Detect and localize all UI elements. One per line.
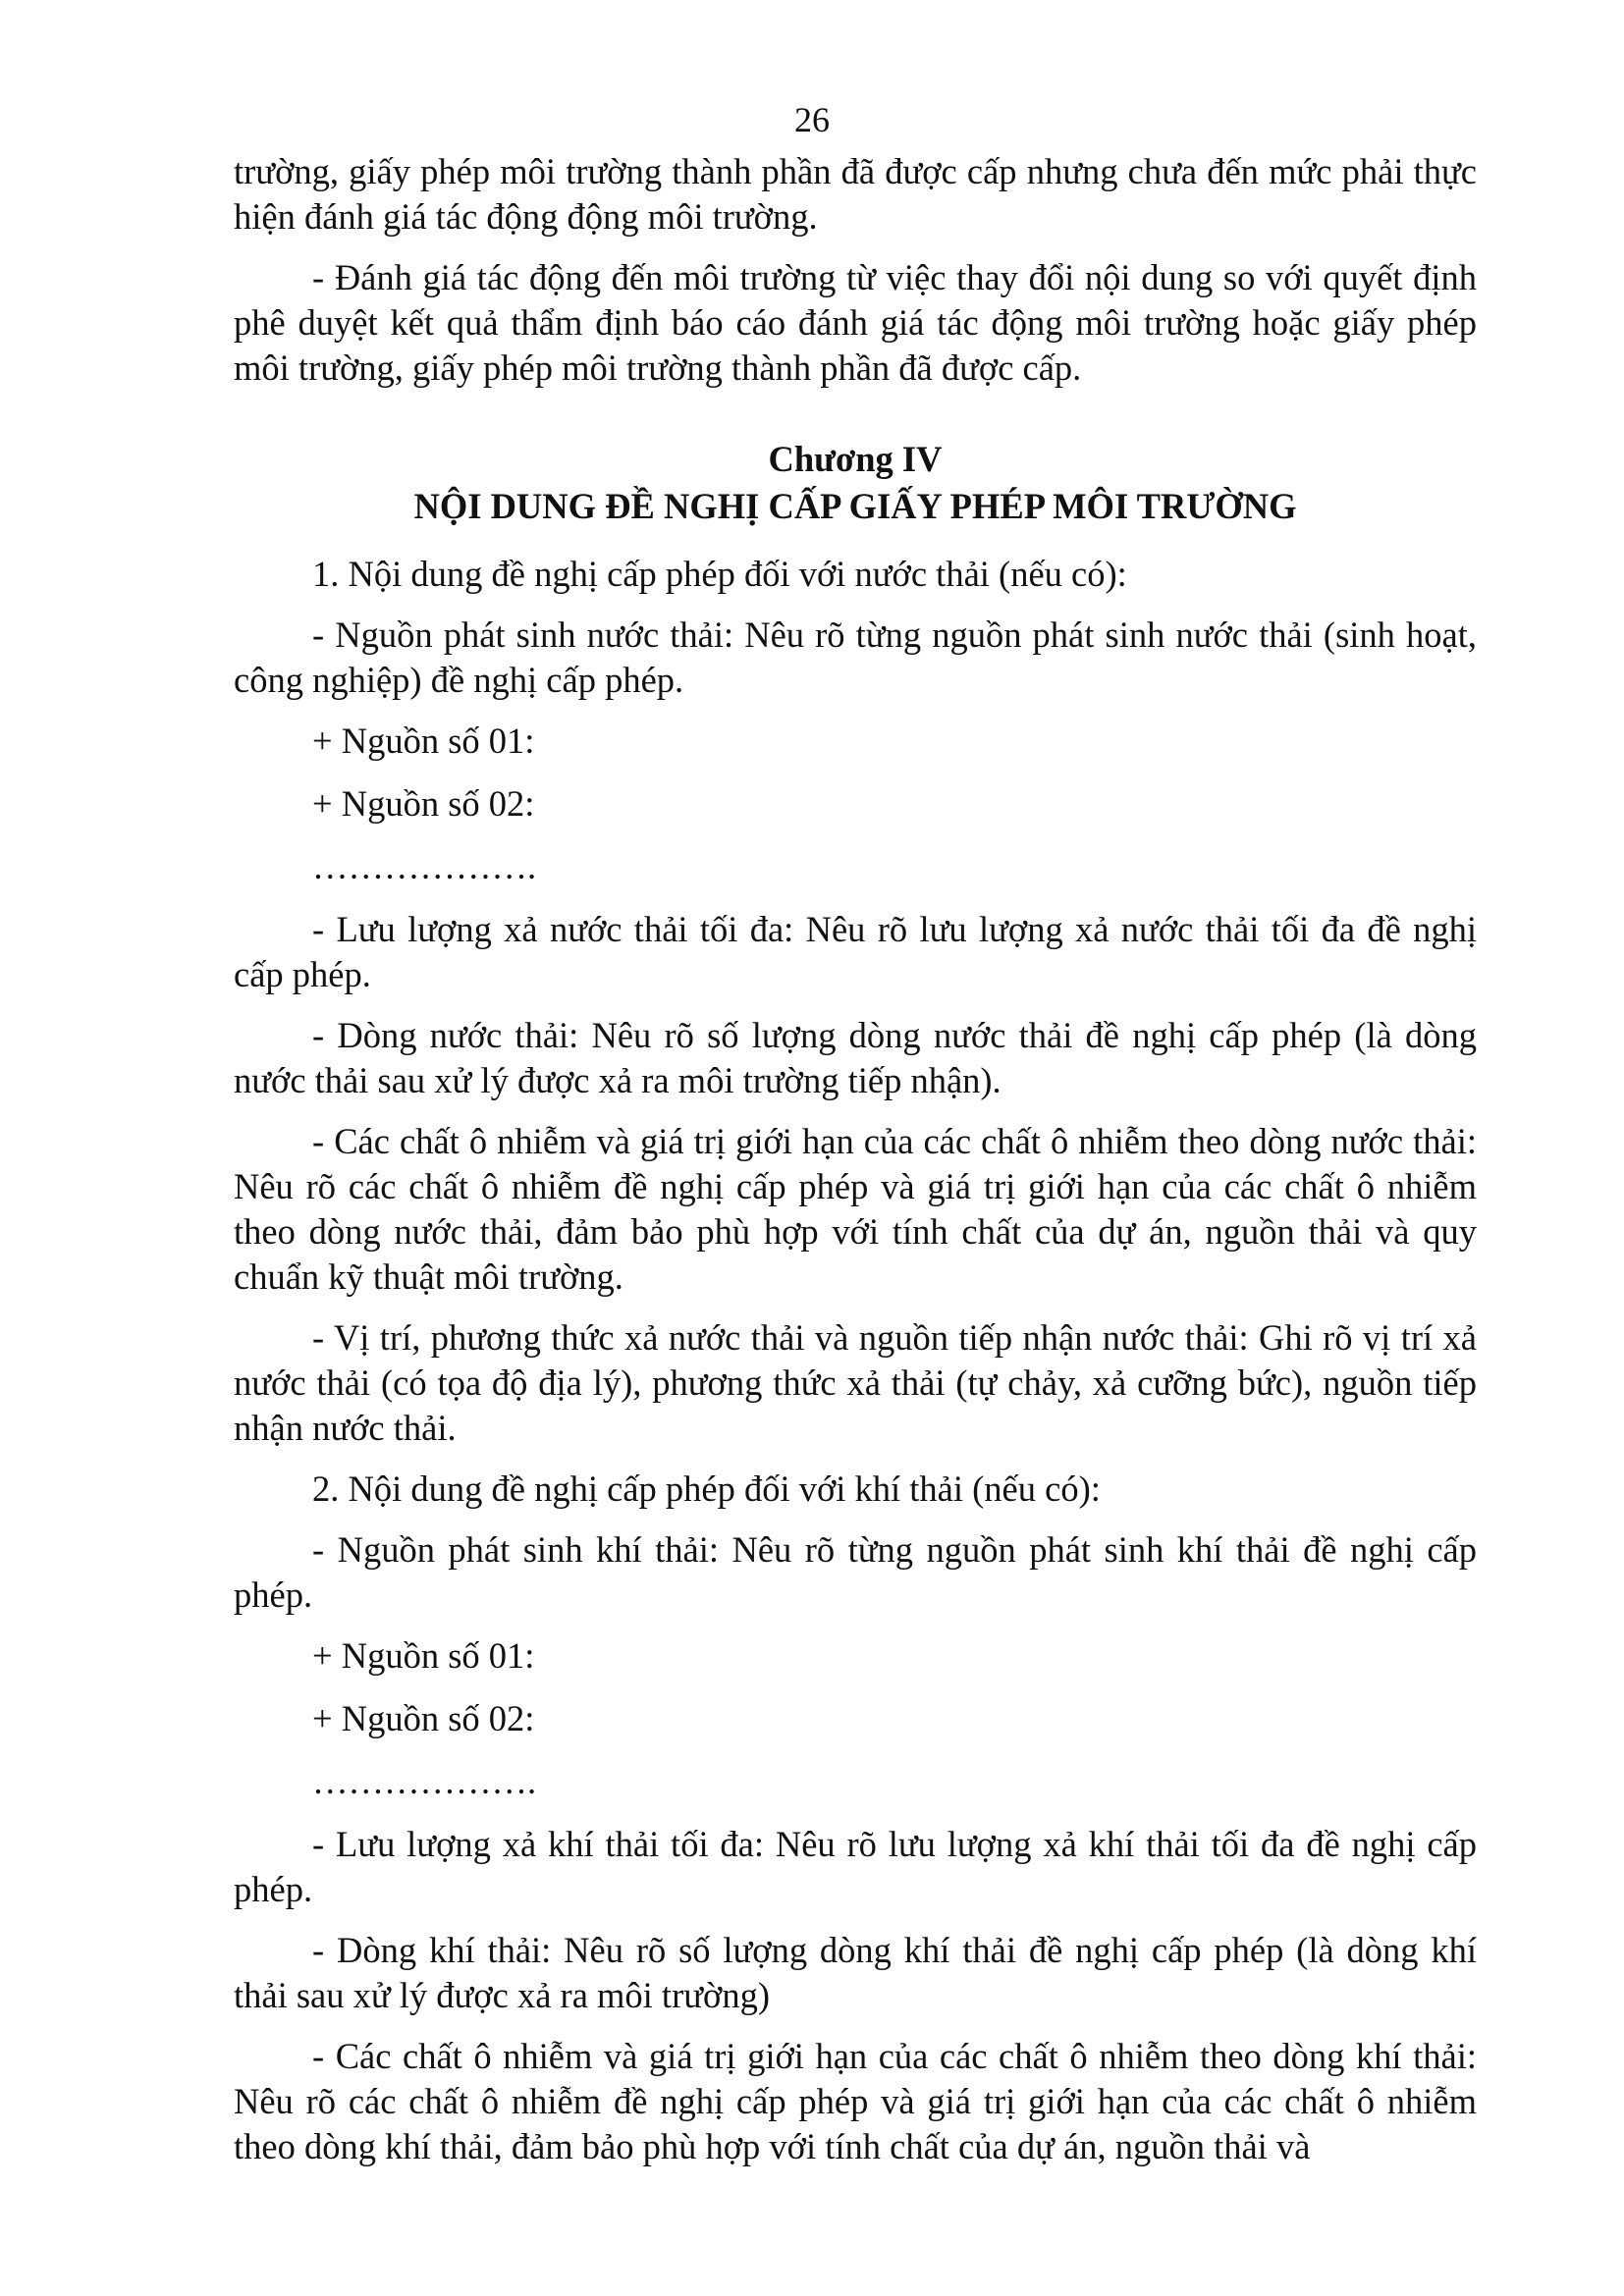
wastewater-flow-paragraph: - Lưu lượng xả nước thải tối đa: Nêu rõ lưu lượng xả nước thải tối đa đề nghị cấp phép. (234, 909, 1477, 994)
section-2-heading: 2. Nội dung đề nghị cấp phép đối với khí thải (nếu có): (312, 1468, 1101, 1509)
exhaust-source-2: + Nguồn số 02: (312, 1698, 535, 1738)
wastewater-source-2: + Nguồn số 02: (312, 783, 535, 824)
exhaust-source-1: + Nguồn số 01: (312, 1635, 535, 1676)
exhaust-source-ellipsis: ………………. (312, 1761, 537, 1801)
assessment-paragraph: - Đánh giá tác động đến môi trường từ việc thay đổi nội dung so với quyết định phê duyệt kết quả thẩm định báo cáo đánh giá tác động môi trường hoặc giấy phép môi trường, giấy phép môi trường thành phần đã được cấp. (234, 257, 1477, 388)
exhaust-flow-paragraph: - Lưu lượng xả khí thải tối đa: Nêu rõ lưu lượng xả khí thải tối đa đề nghị cấp phép. (234, 1824, 1477, 1909)
chapter-heading (234, 436, 1477, 530)
wastewater-source-ellipsis: ………………. (312, 846, 537, 886)
exhaust-source-paragraph: - Nguồn phát sinh khí thải: Nêu rõ từng nguồn phát sinh khí thải đề nghị cấp phép. (234, 1529, 1477, 1615)
exhaust-pollutants-paragraph: - Các chất ô nhiễm và giá trị giới hạn của các chất ô nhiễm theo dòng khí thải: Nêu rõ các chất ô nhiễm đề nghị cấp phép và giá trị giới hạn của các chất ô nhiễm theo dòng khí thải, đảm bảo phù hợp với tính chất của dự án, nguồn thải và (234, 2036, 1477, 2166)
page-number: 26 (794, 100, 830, 139)
wastewater-source-paragraph: - Nguồn phát sinh nước thải: Nêu rõ từng nguồn phát sinh nước thải (sinh hoạt, công nghiệp) đề nghị cấp phép. (234, 614, 1477, 700)
wastewater-stream-paragraph: - Dòng nước thải: Nêu rõ số lượng dòng nước thải đề nghị cấp phép (là dòng nước thải sau xử lý được xả ra môi trường tiếp nhận). (234, 1015, 1477, 1100)
document-body (234, 149, 1477, 2185)
wastewater-source-1: + Nguồn số 01: (312, 721, 535, 761)
continuation-paragraph: trường, giấy phép môi trường thành phần đã được cấp nhưng chưa đến mức phải thực hiện đánh giá tác động động môi trường. (234, 151, 1477, 237)
chapter-title: NỘI DUNG ĐỀ NGHỊ CẤP GIẤY PHÉP MÔI TRƯỜNG (413, 486, 1297, 526)
wastewater-pollutants-paragraph: - Các chất ô nhiễm và giá trị giới hạn của các chất ô nhiễm theo dòng nước thải: Nêu rõ các chất ô nhiễm đề nghị cấp phép và giá trị giới hạn của các chất ô nhiễm theo dòng nước thải, đảm bảo phù hợp với tính chất của dự án, nguồn thải và quy chuẩn kỹ thuật môi trường. (234, 1121, 1477, 1297)
section-1-heading: 1. Nội dung đề nghị cấp phép đối với nước thải (nếu có): (312, 554, 1127, 594)
chapter-label: Chương IV (768, 439, 943, 479)
exhaust-stream-paragraph: - Dòng khí thải: Nêu rõ số lượng dòng khí thải đề nghị cấp phép (là dòng khí thải sau xử lý được xả ra môi trường) (234, 1930, 1477, 2015)
wastewater-location-paragraph: - Vị trí, phương thức xả nước thải và nguồn tiếp nhận nước thải: Ghi rõ vị trí xả nước thải (có tọa độ địa lý), phương thức xả thải (tự chảy, xả cưỡng bức), nguồn tiếp nhận nước thải. (234, 1317, 1477, 1448)
